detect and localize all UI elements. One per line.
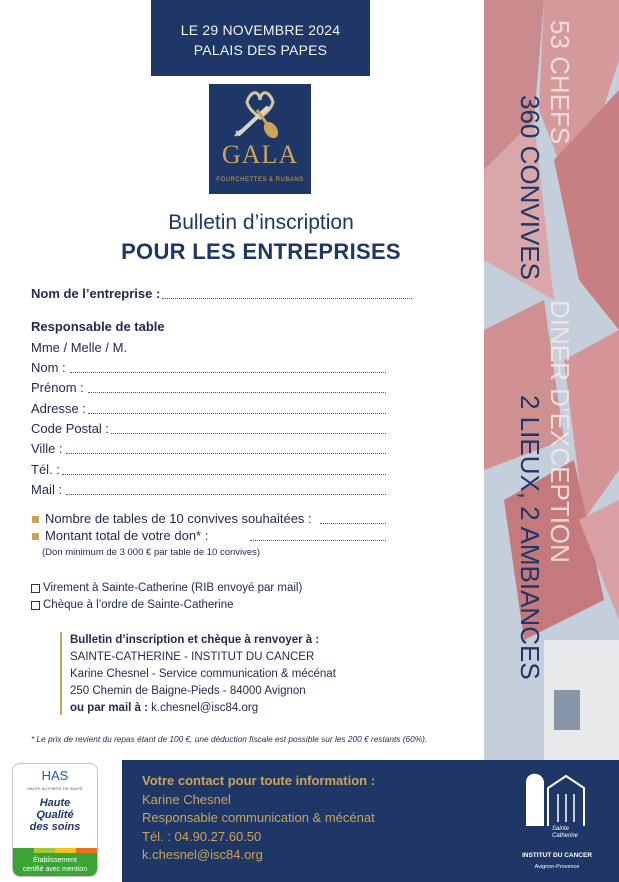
field-tel[interactable]: [62, 474, 386, 475]
field-mail[interactable]: [66, 494, 386, 495]
field-code-postal[interactable]: [111, 433, 386, 434]
send-to-heading: Bulletin d’inscription et chèque à renvoyer à :: [70, 634, 320, 646]
field-nom[interactable]: [70, 372, 386, 373]
field-nom-label: Nom :: [31, 360, 66, 375]
institute-line: INSTITUT DU CANCER: [521, 852, 593, 859]
field-prenom[interactable]: [88, 392, 386, 393]
field-adresse-label: Adresse :: [31, 401, 86, 416]
institute-logo: [512, 768, 612, 878]
contact-role: Responsable communication & mécénat: [142, 810, 375, 825]
amount-field[interactable]: [250, 540, 386, 541]
side-photo-panel: [484, 0, 619, 760]
side-text-diner: DINER D’EXCEPTION: [545, 300, 575, 563]
institute-name2: Catherine: [552, 833, 579, 839]
date-banner: [151, 0, 370, 76]
cheque-checkbox[interactable]: [31, 601, 40, 610]
has-line3: des soins: [29, 821, 81, 833]
has-line1: Haute: [39, 797, 71, 809]
contact-info: [142, 772, 375, 865]
side-text-chefs: 53 CHEFS: [545, 20, 575, 145]
send-to-address: 250 Chemin de Baigne-Pieds - 84000 Avignon: [70, 685, 306, 697]
fork-spoon-ribbon-icon: [209, 84, 311, 144]
address-accent-bar: [60, 632, 62, 715]
company-label: Nom de l’entreprise :: [31, 286, 161, 301]
field-ville-label: Ville :: [31, 441, 63, 456]
event-date: LE 29 NOVEMBRE 2024: [180, 22, 341, 38]
has-quality-badge: [12, 763, 98, 877]
contact-heading: Votre contact pour toute information :: [142, 773, 376, 788]
has-foot2: certifié avec mention: [22, 866, 88, 873]
send-to-org: SAINTE-CATHERINE - INSTITUT DU CANCER: [70, 651, 315, 663]
amount-label: Montant total de votre don* :: [45, 528, 209, 543]
field-prenom-label: Prénom :: [31, 380, 84, 395]
tables-label: Nombre de tables de 10 convives souhaitées :: [45, 511, 312, 526]
side-text-lieux: 2 LIEUX, 2 AMBIANCES: [515, 395, 545, 680]
contact-tel[interactable]: Tél. : 04.90.27.60.50: [142, 828, 262, 844]
has-line2: Qualité: [36, 809, 74, 821]
field-tel-label: Tél. :: [31, 462, 60, 477]
institute-building-icon: [512, 768, 612, 828]
form-subtitle: POUR LES ENTREPRISES: [121, 239, 401, 264]
institute-name1: Sainte: [552, 826, 570, 832]
cheque-label: Chèque à l’ordre de Sainte-Catherine: [43, 599, 234, 611]
gala-wordmark: GALA: [221, 140, 299, 169]
contact-name: Karine Chesnel: [142, 791, 231, 807]
bullet-icon: [32, 533, 39, 540]
civility-label: Mme / Melle / M.: [31, 340, 128, 355]
field-adresse[interactable]: [88, 413, 386, 414]
send-to-mail[interactable]: k.chesnel@isc84.org: [151, 702, 259, 714]
field-ville[interactable]: [66, 453, 386, 454]
event-place: PALAIS DES PAPES: [193, 42, 328, 58]
has-foot1: Établissement: [33, 857, 77, 864]
form-title: Bulletin d’inscription: [168, 211, 354, 234]
bullet-icon: [32, 516, 39, 523]
field-code-postal-label: Code Postal :: [31, 421, 110, 436]
minimum-note: (Don minimum de 3 000 € par table de 10 convives): [42, 547, 261, 558]
gala-tagline: FOURCHETTES & RUBANS: [216, 177, 304, 183]
tables-field[interactable]: [320, 523, 386, 524]
send-to-block: [70, 632, 336, 717]
send-to-person: Karine Chesnel - Service communication & mécénat: [70, 668, 336, 680]
side-text-convives: 360 CONVIVES: [515, 95, 545, 280]
footnote: * Le prix de revient du repas étant de 100 €, une déduction fiscale est possible sur les 200 € restants (60%).: [31, 734, 428, 744]
send-to-mail-label: ou par mail à :: [70, 702, 148, 714]
institute-city: Avignon-Provence: [534, 864, 580, 870]
contact-mail[interactable]: k.chesnel@isc84.org: [142, 847, 263, 862]
gala-logo: [209, 84, 311, 194]
section-label: Responsable de table: [31, 319, 165, 334]
field-mail-label: Mail :: [31, 482, 63, 497]
has-acronym: HAS: [41, 768, 69, 783]
transfer-label: Virement à Sainte-Catherine (RIB envoyé par mail): [43, 582, 303, 594]
has-small: HAUTE AUTORITÉ DE SANTÉ: [27, 786, 83, 791]
transfer-checkbox[interactable]: [31, 584, 40, 593]
company-field[interactable]: [162, 298, 412, 299]
